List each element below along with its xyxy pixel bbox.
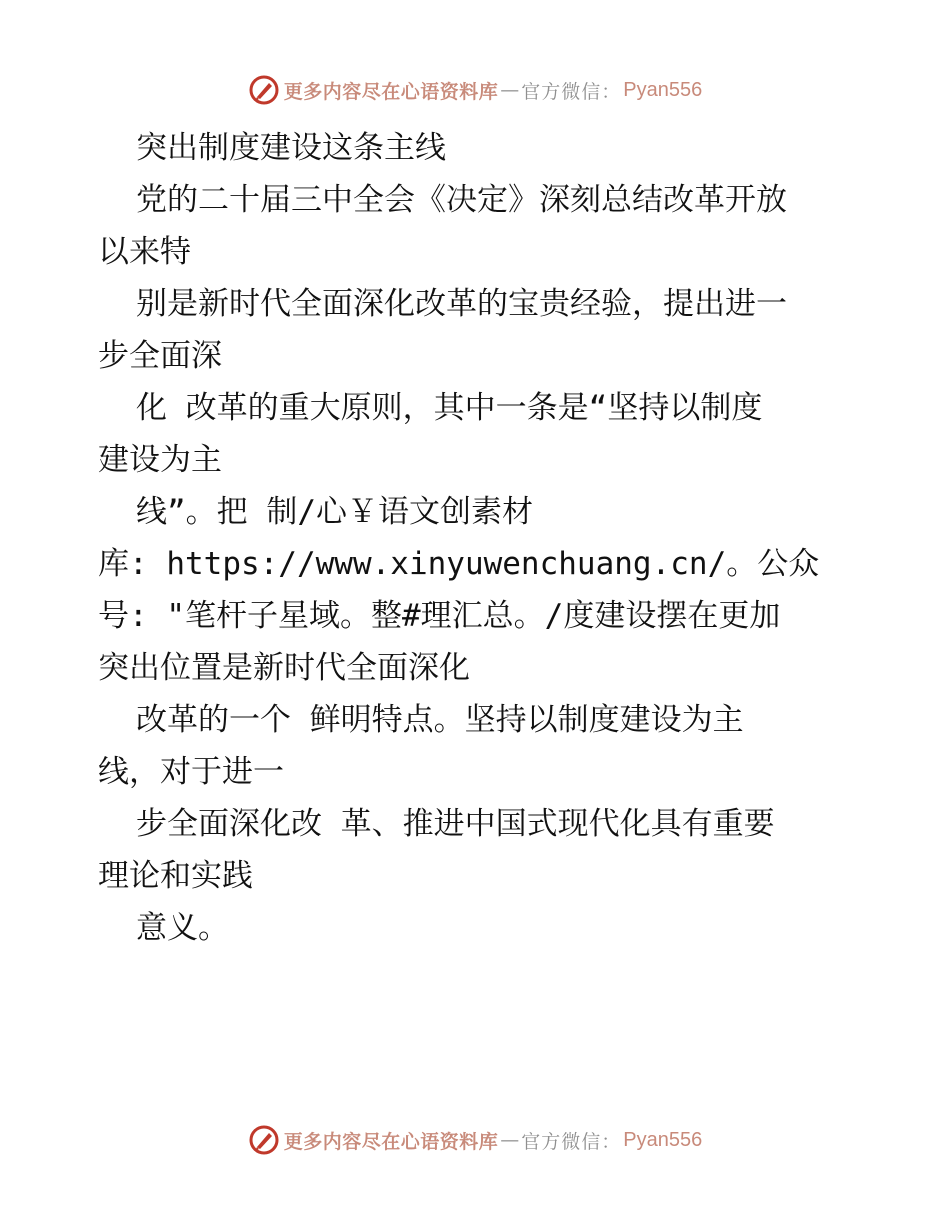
document-line: 步全面深 <box>98 338 222 374</box>
document-line: 突出位置是新时代全面深化 <box>98 650 470 686</box>
banner-dash: — <box>500 79 520 101</box>
header-watermark-banner <box>0 70 950 110</box>
document-line: 建设为主 <box>98 442 222 478</box>
document-line: 线，对于进一 <box>98 754 284 790</box>
document-line: 线”。把 制/心￥语文创素材 <box>136 494 533 530</box>
document-line: 党的二十届三中全会《决定》深刻总结改革开放 <box>136 182 787 218</box>
document-line: 理论和实践 <box>98 858 253 894</box>
document-line: 号: "笔杆子星域。整#理汇总。/度建设摆在更加 <box>98 598 781 634</box>
document-line: 突出制度建设这条主线 <box>136 130 446 166</box>
banner-sub-text: 官方微信： <box>521 1130 622 1153</box>
banner-sub-text: 官方微信： <box>521 80 622 103</box>
pen-logo-icon <box>248 1124 280 1156</box>
banner-main-text: 更多内容尽在心语资料库 <box>283 1130 499 1153</box>
footer-watermark-banner <box>0 1120 950 1160</box>
document-line: 库: https://www.xinyuwenchuang.cn/。公众 <box>98 546 820 582</box>
banner-main-text: 更多内容尽在心语资料库 <box>283 80 499 103</box>
document-line: 意义。 <box>136 910 229 946</box>
document-body <box>98 122 878 954</box>
pen-logo-icon <box>248 74 280 106</box>
document-line: 别是新时代全面深化改革的宝贵经验，提出进一 <box>136 286 787 322</box>
document-line: 改革的一个 鲜明特点。坚持以制度建设为主 <box>136 702 744 738</box>
banner-wechat-id: Pyan556 <box>623 78 703 101</box>
banner-dash: — <box>500 1129 520 1151</box>
document-line: 以来特 <box>98 234 191 270</box>
document-line: 步全面深化改 革、推进中国式现代化具有重要 <box>136 806 775 842</box>
banner-wechat-id: Pyan556 <box>623 1128 703 1151</box>
document-line: 化 改革的重大原则，其中一条是“坚持以制度 <box>136 390 763 426</box>
